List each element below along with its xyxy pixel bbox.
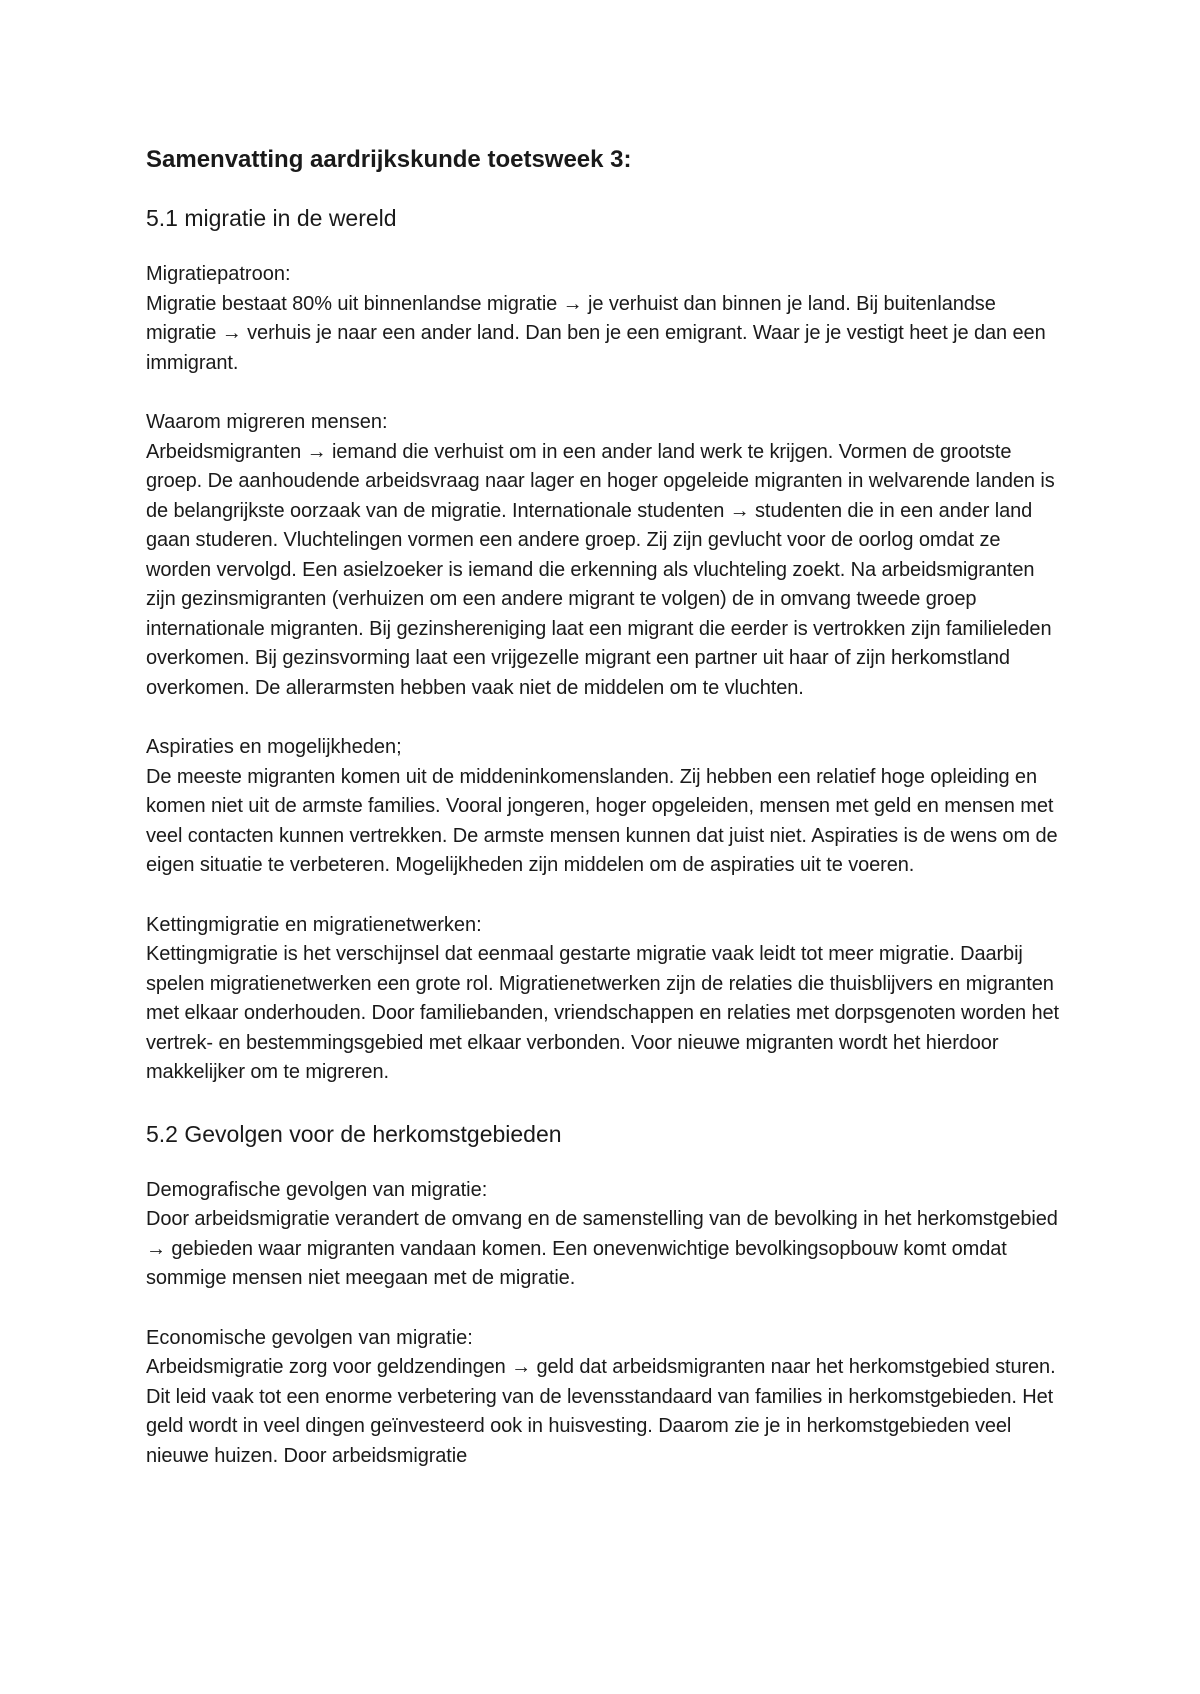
block-subheading: Waarom migreren mensen:	[146, 411, 388, 433]
text-block-aspiraties	[146, 733, 1066, 881]
section-5-1	[146, 202, 1066, 1088]
block-paragraph: Kettingmigratie is het verschijnsel dat eenmaal gestarte migratie vaak leidt tot meer migratie. Daarbij spelen migratienetwerken een grote rol. Migratienetwerken zijn de relaties die thuisblijvers en migranten met elkaar onderhouden. Door familiebanden, vriendschappen en relaties met dorpsgenoten worden het vertrek- en bestemmingsgebied met elkaar verbonden. Voor nieuwe migranten wordt het hierdoor makkelijker om te migreren.	[146, 943, 1060, 1083]
block-subheading: Economische gevolgen van migratie:	[146, 1326, 473, 1349]
section-5-2	[146, 1118, 1066, 1472]
document-page	[146, 144, 1066, 1501]
block-subheading: Migratiepatroon:	[146, 263, 291, 285]
document-title: Samenvatting aardrijkskunde toetsweek 3:	[146, 146, 632, 173]
text-block-demografische-gevolgen	[146, 1176, 1066, 1294]
block-subheading: Kettingmigratie en migratienetwerken:	[146, 913, 482, 936]
section-heading: 5.2 Gevolgen voor de herkomstgebieden	[146, 1120, 562, 1147]
text-block-kettingmigratie	[146, 911, 1066, 1088]
block-paragraph: De meeste migranten komen uit de middeninkomenslanden. Zij hebben een relatief hoge opleiding en komen niet uit de armste families. Vooral jongeren, hoger opgeleiden, mensen met geld en mensen met veel contacten kunnen vertrekken. De armste mensen kunnen dat juist niet. Aspiraties is de wens om de eigen situatie te verbeteren. Mogelijkheden zijn middelen om de aspiraties uit te voeren.	[146, 765, 1058, 876]
text-block-migratiepatroon	[146, 260, 1066, 378]
block-subheading: Demografische gevolgen van migratie:	[146, 1178, 488, 1201]
text-block-waarom-migreren	[146, 408, 1066, 703]
block-paragraph: Door arbeidsmigratie verandert de omvang en de samenstelling van de bevolking in het herkomstgebied → gebieden waar migranten vandaan komen. Een onevenwichtige bevolkingsopbouw komt omdat sommige mensen niet meegaan met de migratie.	[146, 1208, 1058, 1289]
text-block-economische-gevolgen	[146, 1324, 1066, 1472]
block-paragraph: Arbeidsmigranten → iemand die verhuist om in een ander land werk te krijgen. Vormen de grootste groep. De aanhoudende arbeidsvraag naar lager en hoger opgeleide migranten in welvarende landen is de belangrijkste oorzaak van de migratie. Internationale studenten → studenten die in een ander land gaan studeren. Vluchtelingen vormen een andere groep. Zij zijn gevlucht voor de oorlog omdat ze worden vervolgd. Een asielzoeker is iemand die erkenning als vluchteling zoekt. Na arbeidsmigranten zijn gezinsmigranten (verhuizen om een andere migrant te volgen) de in omvang tweede groep internationale migranten. Bij gezinshereniging laat een migrant die eerder is vertrokken zijn familieleden overkomen. Bij gezinsvorming laat een vrijgezelle migrant een partner uit haar of zijn herkomstland overkomen. De allerarmsten hebben vaak niet de middelen om te vluchten.	[146, 440, 1055, 699]
block-paragraph: Migratie bestaat 80% uit binnenlandse migratie → je verhuist dan binnen je land. Bij buitenlandse migratie → verhuis je naar een ander land. Dan ben je een emigrant. Waar je je vestigt heet je dan een immigrant.	[146, 292, 1046, 374]
block-paragraph: Arbeidsmigratie zorg voor geldzendingen → geld dat arbeidsmigranten naar het herkomstgebied sturen. Dit leid vaak tot een enorme verbetering van de levensstandaard van families in herkomstgebieden. Het geld wordt in veel dingen geïnvesteerd ook in huisvesting. Daarom zie je in herkomstgebieden veel nieuwe huizen. Door arbeidsmigratie	[146, 1356, 1056, 1467]
section-heading: 5.1 migratie in de wereld	[146, 205, 397, 231]
block-subheading: Aspiraties en mogelijkheden;	[146, 736, 402, 758]
